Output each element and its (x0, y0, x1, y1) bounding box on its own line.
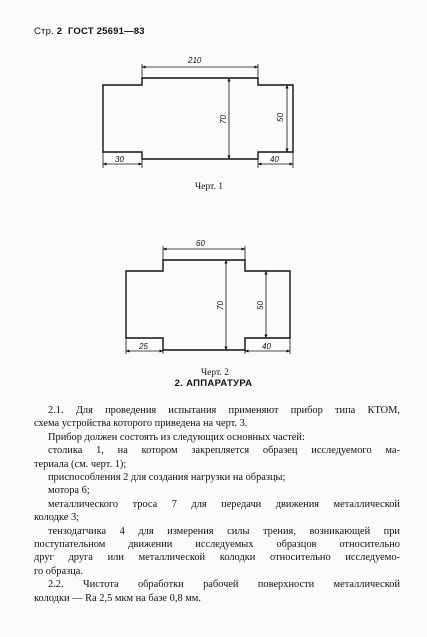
page-header (34, 26, 145, 37)
text-line: поступательном движении исследуемых образцов относительно (34, 539, 400, 551)
figure-1-caption: Черт. 1 (195, 182, 223, 192)
text-line: териала (см. черт. 1); (34, 458, 127, 470)
section-title: 2. АППАРАТУРА (174, 378, 253, 389)
text-line: друг друга или металлической колодки относительно исследуемо- (34, 552, 400, 564)
body-text (34, 404, 400, 605)
text-line: тензодатчика 4 для измерения силы трения, возникающей при (48, 525, 400, 537)
dim-label: 25 (139, 342, 148, 351)
dim-label: 50 (256, 301, 265, 310)
dim-label: 50 (276, 113, 285, 122)
dim-label: 60 (196, 239, 205, 248)
text-line: 2.2. Чистота обработки рабочей поверхности металлической (48, 579, 400, 591)
text-line: столика 1, на котором закрепляется образец исследуемого ма- (48, 445, 400, 457)
dim-label: 70 (216, 301, 225, 310)
standard-number: ГОСТ 25691—83 (67, 26, 145, 37)
dim-label: 210 (188, 56, 202, 65)
dim-label: 40 (270, 155, 279, 164)
page-number: 2 (56, 26, 63, 37)
text-line: схема устройства которого приведена на черт. 3. (34, 418, 248, 430)
specimen-outline (126, 260, 290, 350)
text-line: 2.1. Для проведения испытания применяют прибор типа КТОМ, (48, 405, 400, 416)
text-line: металлического троса 7 для передачи движения металлической (48, 498, 400, 510)
page-label: Стр. (34, 26, 54, 37)
text-line: Прибор должен состоять из следующих основных частей: (48, 431, 305, 443)
specimen-outline (103, 78, 293, 159)
figure-2 (0, 228, 427, 368)
dim-label: 70 (219, 115, 228, 124)
text-line: колодке 3; (34, 512, 80, 524)
text-line: го образца. (34, 565, 83, 577)
dim-label: 30 (115, 155, 124, 164)
figure-2-caption: Черт. 2 (201, 368, 229, 378)
text-line: мотора 6; (48, 485, 90, 497)
dim-label: 40 (262, 342, 271, 351)
text-line: колодки — Ra 2,5 мкм на базе 0,8 мм. (34, 592, 201, 604)
text-line: приспособления 2 для создания нагрузки на образцы; (48, 472, 286, 484)
